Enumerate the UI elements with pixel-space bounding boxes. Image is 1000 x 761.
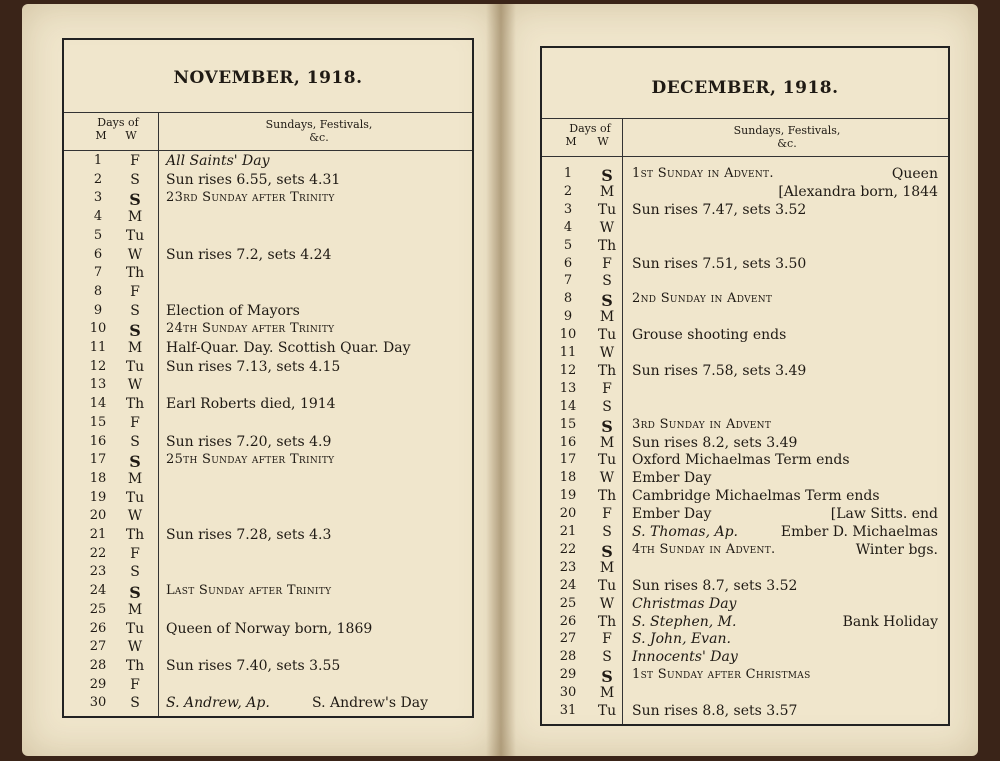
day-of-month: 26 — [89, 620, 107, 636]
day-of-month: 13 — [559, 380, 577, 396]
event-text: All Saints' Day — [166, 153, 270, 169]
day-of-month: 1 — [93, 153, 103, 168]
day-of-month: 19 — [559, 488, 577, 504]
event-text: Ember Day — [632, 506, 712, 523]
calendar-row — [64, 284, 472, 302]
day-of-month: 18 — [559, 470, 577, 486]
day-of-week: F — [602, 631, 612, 648]
day-of-month: 25 — [559, 595, 577, 611]
m-label: M — [565, 135, 577, 148]
day-of-month: 25 — [89, 601, 107, 617]
calendar-row — [542, 417, 948, 435]
event-text: Sun rises 7.47, sets 3.52 — [632, 201, 807, 218]
day-of-week: M — [127, 601, 143, 618]
day-of-month: 22 — [559, 541, 577, 557]
day-of-week: Tu — [597, 577, 617, 594]
event-text: S. Stephen, M. — [632, 613, 737, 630]
day-of-week: Th — [125, 527, 145, 543]
day-of-week: S — [602, 524, 612, 540]
day-of-month: 21 — [89, 527, 107, 542]
day-of-month: 14 — [89, 396, 107, 412]
calendar-row — [542, 399, 948, 417]
day-of-week: S — [602, 398, 612, 415]
day-of-week: S — [129, 321, 141, 341]
day-of-month: 6 — [93, 246, 103, 262]
day-of-week: M — [599, 559, 615, 576]
calendar-row — [64, 639, 472, 657]
calendar-row — [64, 377, 472, 395]
events-header: Sundays, Festivals, — [265, 118, 373, 131]
calendar-row — [542, 363, 948, 381]
event-text-secondary: Winter bgs. — [855, 541, 938, 558]
w-label: W — [597, 135, 609, 148]
month-title: DECEMBER, 1918. — [651, 78, 839, 98]
day-of-week: W — [127, 246, 143, 263]
calendar-row — [64, 396, 472, 414]
days-of-label: Days of — [569, 122, 611, 135]
calendar-row — [542, 596, 948, 614]
calendar-row — [64, 583, 472, 601]
day-of-week: M — [599, 685, 615, 702]
day-of-month: 8 — [93, 283, 103, 299]
calendar-row — [64, 490, 472, 508]
header-divider — [158, 112, 159, 150]
day-of-week: M — [599, 183, 615, 200]
day-of-week: S — [129, 583, 141, 603]
calendar-row — [64, 172, 472, 190]
calendar-row — [542, 327, 948, 345]
day-of-month: 23 — [89, 564, 107, 580]
day-of-month: 12 — [89, 358, 107, 374]
day-of-week: Tu — [125, 489, 145, 506]
day-of-week: F — [130, 545, 140, 562]
day-of-month: 15 — [559, 416, 577, 432]
calendar-row — [64, 527, 472, 545]
day-of-month: 27 — [559, 631, 577, 647]
day-of-week: F — [602, 255, 612, 272]
day-of-week: W — [127, 639, 143, 656]
w-label: W — [125, 129, 137, 142]
day-of-month: 6 — [563, 255, 573, 271]
calendar-row — [542, 506, 948, 524]
day-of-week: W — [127, 508, 143, 525]
event-text: Sun rises 8.2, sets 3.49 — [632, 434, 798, 451]
event-text: Grouse shooting ends — [632, 327, 787, 344]
calendar-row — [542, 703, 948, 721]
day-of-month: 17 — [89, 452, 107, 468]
event-text: Sun rises 7.13, sets 4.15 — [166, 358, 341, 375]
calendar-row — [542, 381, 948, 399]
calendar-row — [542, 667, 948, 685]
day-of-week: F — [602, 380, 612, 397]
event-text: 3rd Sunday in Advent — [632, 416, 772, 432]
day-of-month: 8 — [563, 291, 573, 307]
day-of-month: 20 — [559, 506, 577, 522]
event-text: S. John, Evan. — [632, 631, 731, 648]
november-calendar — [62, 38, 474, 718]
day-of-week: S — [130, 695, 140, 712]
calendar-row — [64, 471, 472, 489]
month-title: NOVEMBER, 1918. — [173, 68, 363, 88]
calendar-row — [64, 415, 472, 433]
day-of-month: 30 — [89, 695, 107, 711]
day-of-month: 5 — [563, 237, 573, 253]
day-of-month: 29 — [89, 676, 107, 692]
day-of-week: Th — [597, 237, 617, 254]
calendar-row — [542, 560, 948, 578]
calendar-row — [542, 291, 948, 309]
event-text: Last Sunday after Trinity — [166, 583, 332, 599]
day-of-week: M — [127, 470, 143, 487]
day-of-week: Th — [125, 396, 145, 413]
day-of-month: 16 — [89, 433, 107, 449]
event-text: 23rd Sunday after Trinity — [166, 190, 335, 206]
day-of-week: F — [130, 283, 140, 300]
event-text: S. Thomas, Ap. — [632, 524, 739, 540]
day-of-month: 5 — [93, 227, 103, 243]
day-of-week: M — [599, 309, 615, 326]
calendar-row — [64, 452, 472, 470]
day-of-week: Tu — [597, 452, 617, 469]
event-text: Ember Day — [632, 470, 712, 487]
calendar-row — [542, 470, 948, 488]
event-text: Sun rises 7.51, sets 3.50 — [632, 255, 807, 272]
day-of-week: Th — [597, 613, 617, 630]
calendar-row — [542, 256, 948, 274]
header-bottom-rule — [64, 150, 472, 151]
event-text: Sun rises 8.8, sets 3.57 — [632, 703, 798, 719]
day-of-month: 13 — [89, 377, 107, 393]
day-of-week: Tu — [597, 327, 617, 344]
calendar-row — [64, 602, 472, 620]
calendar-row — [64, 695, 472, 713]
calendar-row — [542, 542, 948, 560]
day-of-month: 1 — [563, 166, 573, 181]
event-text: Sun rises 7.20, sets 4.9 — [166, 433, 332, 450]
event-text: 1st Sunday after Christmas — [632, 667, 811, 683]
day-of-month: 7 — [563, 273, 573, 289]
day-of-month: 24 — [89, 583, 107, 599]
calendar-row — [542, 649, 948, 667]
day-of-month: 2 — [563, 183, 573, 199]
event-text: Sun rises 7.28, sets 4.3 — [166, 527, 332, 543]
event-text: S. Andrew, Ap. — [166, 695, 270, 712]
day-of-month: 28 — [89, 657, 107, 673]
calendar-row — [542, 685, 948, 703]
event-text: Sun rises 7.58, sets 3.49 — [632, 362, 807, 379]
day-of-week: Tu — [597, 201, 617, 218]
day-of-week: F — [130, 414, 140, 431]
day-of-month: 23 — [559, 559, 577, 575]
calendar-row — [542, 631, 948, 649]
header-bottom-rule — [542, 156, 948, 157]
event-text: Sun rises 7.2, sets 4.24 — [166, 246, 332, 263]
day-of-week: M — [127, 340, 143, 356]
day-of-month: 26 — [559, 613, 577, 629]
calendar-row — [64, 228, 472, 246]
day-of-month: 10 — [559, 327, 577, 343]
calendar-row — [64, 508, 472, 526]
event-text: Cambridge Michaelmas Term ends — [632, 488, 880, 505]
day-of-week: S — [602, 649, 612, 666]
day-of-week: Th — [125, 265, 145, 282]
day-of-month: 27 — [89, 639, 107, 655]
event-text-secondary: Bank Holiday — [842, 613, 938, 630]
calendar-row — [64, 359, 472, 377]
day-of-month: 3 — [563, 201, 573, 217]
day-of-month: 7 — [93, 265, 103, 281]
day-of-month: 31 — [559, 703, 577, 718]
day-of-month: 10 — [89, 321, 107, 337]
december-calendar — [540, 46, 950, 726]
calendar-row — [542, 238, 948, 256]
day-of-week: S — [129, 452, 141, 472]
calendar-row — [64, 209, 472, 227]
day-of-week: Tu — [125, 620, 145, 637]
day-of-week: M — [127, 209, 143, 226]
event-text-secondary: [Law Sitts. end — [830, 506, 938, 523]
event-text: Sun rises 7.40, sets 3.55 — [166, 657, 341, 674]
events-header-etc: &c. — [309, 131, 329, 144]
day-of-week: S — [602, 273, 612, 290]
day-of-month: 22 — [89, 545, 107, 561]
day-of-week: Th — [597, 488, 617, 505]
day-of-week: S — [601, 416, 613, 436]
events-header: Sundays, Festivals, — [733, 124, 841, 137]
calendar-row — [64, 340, 472, 358]
day-of-week: W — [599, 219, 615, 236]
day-of-week: S — [130, 564, 140, 581]
day-of-week: S — [601, 166, 613, 185]
calendar-row — [542, 345, 948, 363]
day-of-month: 30 — [559, 685, 577, 701]
event-text: Queen of Norway born, 1869 — [166, 620, 373, 637]
calendar-row — [64, 658, 472, 676]
calendar-row — [542, 166, 948, 184]
day-of-week: Th — [597, 362, 617, 379]
event-text-secondary: [Alexandra born, 1844 — [778, 183, 938, 200]
day-of-week: F — [130, 676, 140, 693]
day-of-month: 19 — [89, 489, 107, 505]
calendar-row — [542, 309, 948, 327]
calendar-row — [542, 202, 948, 220]
calendar-row — [542, 614, 948, 632]
day-of-week: S — [130, 302, 140, 319]
day-of-week: S — [601, 667, 613, 687]
day-of-week: Tu — [597, 703, 617, 719]
day-of-month: 24 — [559, 577, 577, 593]
day-of-month: 14 — [559, 398, 577, 414]
calendar-row — [64, 247, 472, 265]
calendar-row — [542, 273, 948, 291]
event-text: 1st Sunday in Advent. — [632, 166, 774, 181]
event-text: Innocents' Day — [632, 649, 738, 666]
calendar-row — [542, 488, 948, 506]
day-of-month: 20 — [89, 508, 107, 524]
day-of-month: 4 — [563, 219, 573, 235]
day-of-week: Tu — [125, 227, 145, 244]
day-of-month: 16 — [559, 434, 577, 450]
calendar-row — [542, 220, 948, 238]
event-text: Half-Quar. Day. Scottish Quar. Day — [166, 340, 411, 356]
day-of-week: W — [127, 377, 143, 394]
event-text: Earl Roberts died, 1914 — [166, 396, 336, 413]
calendar-row — [542, 452, 948, 470]
event-text: Election of Mayors — [166, 302, 300, 319]
calendar-row — [542, 184, 948, 202]
day-of-month: 11 — [559, 345, 577, 360]
header-top-rule — [64, 112, 472, 113]
day-of-week: W — [599, 595, 615, 612]
calendar-row — [542, 435, 948, 453]
day-of-week: M — [599, 434, 615, 451]
calendar-row — [64, 564, 472, 582]
event-text: 24th Sunday after Trinity — [166, 321, 335, 337]
calendar-row — [64, 677, 472, 695]
calendar-row — [542, 524, 948, 542]
header-divider — [622, 118, 623, 156]
calendar-row — [64, 546, 472, 564]
days-of-label: Days of — [97, 116, 139, 129]
event-text: Oxford Michaelmas Term ends — [632, 452, 850, 469]
calendar-row — [64, 621, 472, 639]
day-of-month: 9 — [93, 302, 103, 318]
day-of-week: Th — [125, 657, 145, 674]
event-text-secondary: Ember D. Michaelmas — [780, 524, 938, 540]
calendar-row — [64, 321, 472, 339]
calendar-row — [64, 434, 472, 452]
events-header-etc: &c. — [777, 137, 797, 150]
day-of-month: 28 — [559, 649, 577, 665]
header-top-rule — [542, 118, 948, 119]
calendar-row — [64, 303, 472, 321]
day-of-month: 29 — [559, 667, 577, 683]
day-of-week: W — [599, 470, 615, 487]
day-of-week: F — [130, 153, 140, 169]
event-text: 25th Sunday after Trinity — [166, 452, 335, 468]
day-of-month: 9 — [563, 309, 573, 325]
event-text-secondary: S. Andrew's Day — [311, 695, 428, 712]
m-label: M — [95, 129, 107, 142]
day-of-month: 2 — [93, 171, 103, 187]
day-of-month: 21 — [559, 524, 577, 539]
event-text: 4th Sunday in Advent. — [632, 541, 776, 557]
calendar-row — [64, 190, 472, 208]
day-of-month: 11 — [89, 340, 107, 355]
day-of-month: 18 — [89, 470, 107, 486]
day-of-month: 17 — [559, 452, 577, 468]
event-text-secondary: Queen — [891, 166, 938, 182]
calendar-row — [64, 265, 472, 283]
calendar-row — [64, 153, 472, 171]
calendar-row — [542, 578, 948, 596]
day-of-week: W — [599, 345, 615, 361]
day-of-week: S — [601, 541, 613, 561]
day-of-month: 3 — [93, 190, 103, 206]
day-of-week: F — [602, 506, 612, 523]
day-of-month: 15 — [89, 414, 107, 430]
event-text: Sun rises 8.7, sets 3.52 — [632, 577, 798, 594]
day-of-month: 12 — [559, 362, 577, 378]
day-of-month: 4 — [93, 209, 103, 225]
book-gutter — [486, 4, 516, 756]
day-of-week: Tu — [125, 358, 145, 375]
event-text: 2nd Sunday in Advent — [632, 291, 773, 307]
day-of-week: S — [130, 171, 140, 188]
day-of-week: S — [129, 190, 141, 210]
event-text: Sun rises 6.55, sets 4.31 — [166, 171, 341, 188]
event-text: Christmas Day — [632, 595, 737, 612]
day-of-week: S — [130, 433, 140, 450]
day-of-week: S — [601, 291, 613, 311]
